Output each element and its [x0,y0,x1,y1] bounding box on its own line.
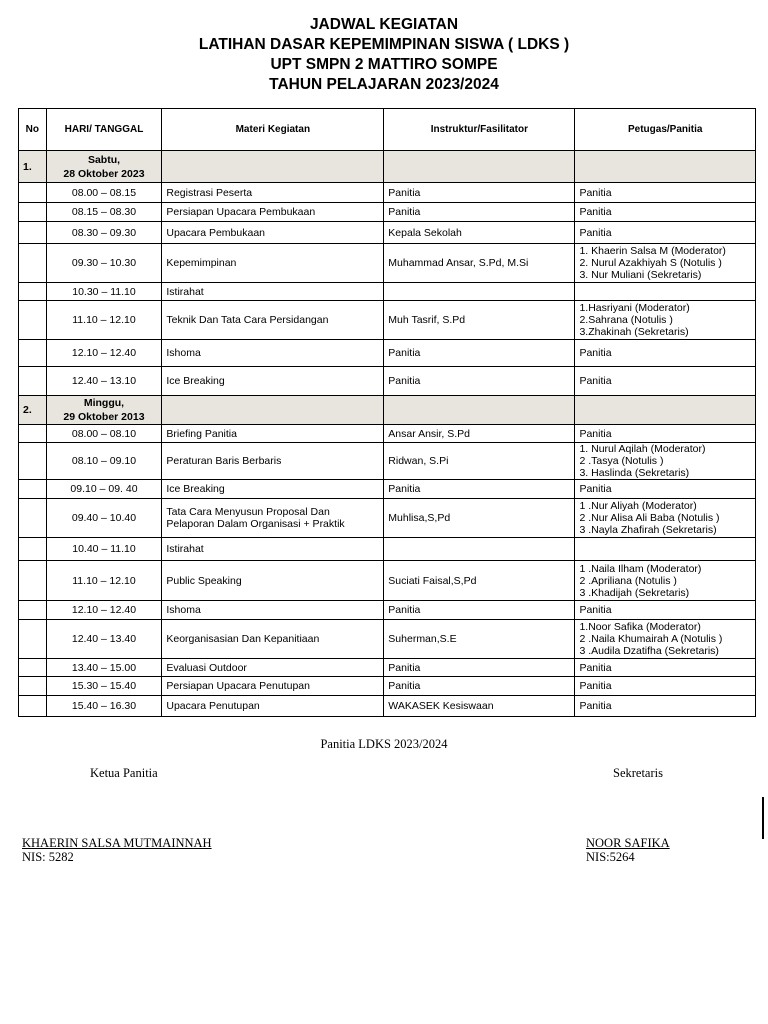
materi-cell: Kepemimpinan [162,244,384,283]
table-row [19,340,756,367]
petugas-line: Panitia [579,186,612,199]
right-role: Sekretaris [613,766,663,780]
schedule-table [18,108,756,717]
petugas-line: 2 .Apriliana (Notulis ) [579,574,677,587]
instruktur-cell: Panitia [384,601,575,620]
table-row [19,443,756,480]
committee-label: Panitia LDKS 2023/2024 [320,737,448,751]
materi-cell: Upacara Penutupan [162,696,384,717]
day-number: 2. [19,396,47,425]
petugas-cell [575,561,756,601]
materi-cell: Ice Breaking [162,480,384,499]
petugas-line: 1. Nurul Aqilah (Moderator) [579,443,706,455]
time-cell: 11.10 – 12.10 [46,301,162,340]
petugas-line: 2 .Tasya (Notulis ) [579,455,664,467]
no-cell [19,301,47,340]
table-row [19,425,756,443]
petugas-line: 1. Khaerin Salsa M (Moderator) [579,245,726,257]
petugas-line: 2. Nurul Azakhiyah S (Notulis ) [579,257,722,269]
materi-cell: Istirahat [162,538,384,561]
no-cell [19,283,47,301]
table-row [19,538,756,561]
day-name: Minggu, [83,397,125,409]
right-signatory-name: NOOR SAFIKA [586,836,670,850]
time-cell: 12.40 – 13.40 [46,620,162,659]
time-cell: 08.10 – 09.10 [46,443,162,480]
document-title [0,15,768,95]
petugas-line: 3 .Audila Dzatifha (Sekretaris) [579,645,719,657]
header-no: No [19,109,47,151]
day-empty-cell [384,396,575,425]
table-row [19,183,756,203]
petugas-cell [575,283,756,301]
table-row [19,561,756,601]
day-date: 29 Oktober 2013 [63,411,145,423]
petugas-line: 2 .Nur Alisa Ali Baba (Notulis ) [579,512,720,524]
no-cell [19,561,47,601]
time-cell: 12.10 – 12.40 [46,340,162,367]
time-cell: 10.40 – 11.10 [46,538,162,561]
no-cell [19,499,47,538]
title-line-2: LATIHAN DASAR KEPEMIMPINAN SISWA ( LDKS ) [198,36,570,53]
instruktur-cell: Kepala Sekolah [384,222,575,244]
instruktur-cell: Muhammad Ansar, S.Pd, M.Si [384,244,575,283]
day-empty-cell [162,396,384,425]
petugas-line: 2 .Naila Khumairah A (Notulis ) [579,633,723,645]
header-instruktur: Instruktur/Fasilitator [384,109,575,151]
petugas-cell [575,499,756,538]
day-number: 1. [19,151,47,183]
time-cell: 09.10 – 09. 40 [46,480,162,499]
materi-cell: Persiapan Upacara Penutupan [162,677,384,696]
no-cell [19,677,47,696]
day-name: Sabtu, [87,153,121,166]
no-cell [19,244,47,283]
materi-cell: Tata Cara Menyusun Proposal Dan Pelaporan Dalam Organisasi + Praktik [162,499,384,538]
instruktur-cell: Suherman,S.E [384,620,575,659]
time-cell: 15.30 – 15.40 [46,677,162,696]
instruktur-cell [384,538,575,561]
materi-cell: Public Speaking [162,561,384,601]
title-line-4: TAHUN PELAJARAN 2023/2024 [269,76,499,93]
petugas-cell [575,443,756,480]
table-row [19,480,756,499]
table-row [19,677,756,696]
petugas-line: 1.Hasriyani (Moderator) [579,302,690,314]
instruktur-cell: WAKASEK Kesiswaan [384,696,575,717]
day-empty-cell [575,396,756,425]
day-empty-cell [162,151,384,183]
petugas-cell [575,183,756,203]
edge-line [762,797,764,839]
petugas-cell [575,301,756,340]
table-row [19,283,756,301]
materi-cell: Persiapan Upacara Pembukaan [162,203,384,222]
time-cell: 09.40 – 10.40 [46,499,162,538]
instruktur-cell: Ansar Ansir, S.Pd [384,425,575,443]
petugas-cell [575,222,756,244]
table-header-row [19,109,756,151]
table-row [19,367,756,396]
petugas-line: 1.Noor Safika (Moderator) [579,621,701,633]
instruktur-cell: Panitia [384,659,575,677]
no-cell [19,480,47,499]
time-cell: 09.30 – 10.30 [46,244,162,283]
petugas-line: 1 .Nur Aliyah (Moderator) [579,500,697,512]
petugas-line: Panitia [579,427,612,440]
header-materi: Materi Kegiatan [162,109,384,151]
day-date-cell [46,151,162,183]
materi-cell: Istirahat [162,283,384,301]
instruktur-cell: Ridwan, S.Pi [384,443,575,480]
petugas-cell [575,601,756,620]
time-cell: 08.30 – 09.30 [46,222,162,244]
time-cell: 12.40 – 13.10 [46,367,162,396]
no-cell [19,620,47,659]
time-cell: 08.00 – 08.10 [46,425,162,443]
materi-cell: Registrasi Peserta [162,183,384,203]
no-cell [19,183,47,203]
petugas-cell [575,677,756,696]
left-signatory-nis: NIS: 5282 [22,850,74,864]
no-cell [19,696,47,717]
petugas-line: 3. Haslinda (Sekretaris) [579,467,690,479]
petugas-line: Panitia [579,375,612,387]
time-cell: 08.00 – 08.15 [46,183,162,203]
header-date: HARI/ TANGGAL [46,109,162,151]
no-cell [19,443,47,480]
instruktur-cell: Suciati Faisal,S,Pd [384,561,575,601]
table-row [19,203,756,222]
instruktur-cell: Panitia [384,677,575,696]
petugas-line: Panitia [579,604,612,616]
materi-cell: Upacara Pembukaan [162,222,384,244]
time-cell: 15.40 – 16.30 [46,696,162,717]
petugas-cell [575,425,756,443]
table-row [19,659,756,677]
day-empty-cell [384,151,575,183]
no-cell [19,340,47,367]
petugas-cell [575,480,756,499]
time-cell: 13.40 – 15.00 [46,659,162,677]
no-cell [19,222,47,244]
day-header-row [19,151,756,183]
table-row [19,601,756,620]
materi-cell: Evaluasi Outdoor [162,659,384,677]
petugas-cell [575,244,756,283]
petugas-line: 2.Sahrana (Notulis ) [579,314,673,326]
title-line-3: UPT SMPN 2 MATTIRO SOMPE [270,56,498,73]
table-row [19,499,756,538]
petugas-line: Panitia [579,700,612,712]
no-cell [19,425,47,443]
petugas-cell [575,659,756,677]
petugas-cell [575,696,756,717]
petugas-line: 3 .Nayla Zhafirah (Sekretaris) [579,524,717,536]
no-cell [19,203,47,222]
no-cell [19,538,47,561]
time-cell: 10.30 – 11.10 [46,283,162,301]
day-date: 28 Oktober 2023 [63,167,145,180]
materi-cell: Peraturan Baris Berbaris [162,443,384,480]
table-row [19,244,756,283]
materi-cell: Teknik Dan Tata Cara Persidangan [162,301,384,340]
table-row [19,620,756,659]
left-role: Ketua Panitia [90,766,158,780]
materi-cell: Keorganisasian Dan Kepanitiaan [162,620,384,659]
time-cell: 12.10 – 12.40 [46,601,162,620]
instruktur-cell: Panitia [384,480,575,499]
instruktur-cell: Panitia [384,203,575,222]
table-row [19,696,756,717]
no-cell [19,659,47,677]
time-cell: 11.10 – 12.10 [46,561,162,601]
petugas-line: Panitia [579,206,612,218]
instruktur-cell: Panitia [384,340,575,367]
no-cell [19,367,47,396]
petugas-line: 3.Zhakinah (Sekretaris) [579,326,689,338]
instruktur-cell: Panitia [384,183,575,203]
petugas-cell [575,620,756,659]
instruktur-cell: Muhlisa,S,Pd [384,499,575,538]
petugas-cell [575,340,756,367]
materi-cell: Briefing Panitia [162,425,384,443]
no-cell [19,601,47,620]
day-header-row [19,396,756,425]
title-line-1: JADWAL KEGIATAN [309,16,459,33]
instruktur-cell: Panitia [384,367,575,396]
time-cell: 08.15 – 08.30 [46,203,162,222]
materi-cell: Ishoma [162,601,384,620]
petugas-line: 3 .Khadijah (Sekretaris) [579,586,690,599]
header-petugas: Petugas/Panitia [575,109,756,151]
instruktur-cell: Muh Tasrif, S.Pd [384,301,575,340]
petugas-line: Panitia [579,680,612,692]
materi-cell: Ice Breaking [162,367,384,396]
petugas-line: 1 .Naila Ilham (Moderator) [579,562,702,575]
petugas-line: Panitia [579,483,612,495]
table-row [19,301,756,340]
instruktur-cell [384,283,575,301]
day-date-cell [46,396,162,425]
table-row [19,222,756,244]
petugas-line: Panitia [579,226,612,239]
petugas-line: 3. Nur Muliani (Sekretaris) [579,269,702,281]
petugas-cell [575,367,756,396]
right-signatory-nis: NIS:5264 [586,850,635,864]
petugas-line: Panitia [579,661,612,674]
petugas-cell [575,203,756,222]
left-signatory-name: KHAERIN SALSA MUTMAINNAH [22,836,212,850]
day-empty-cell [575,151,756,183]
petugas-cell [575,538,756,561]
schedule-body [19,151,756,717]
petugas-line: Panitia [579,347,612,359]
materi-cell: Ishoma [162,340,384,367]
